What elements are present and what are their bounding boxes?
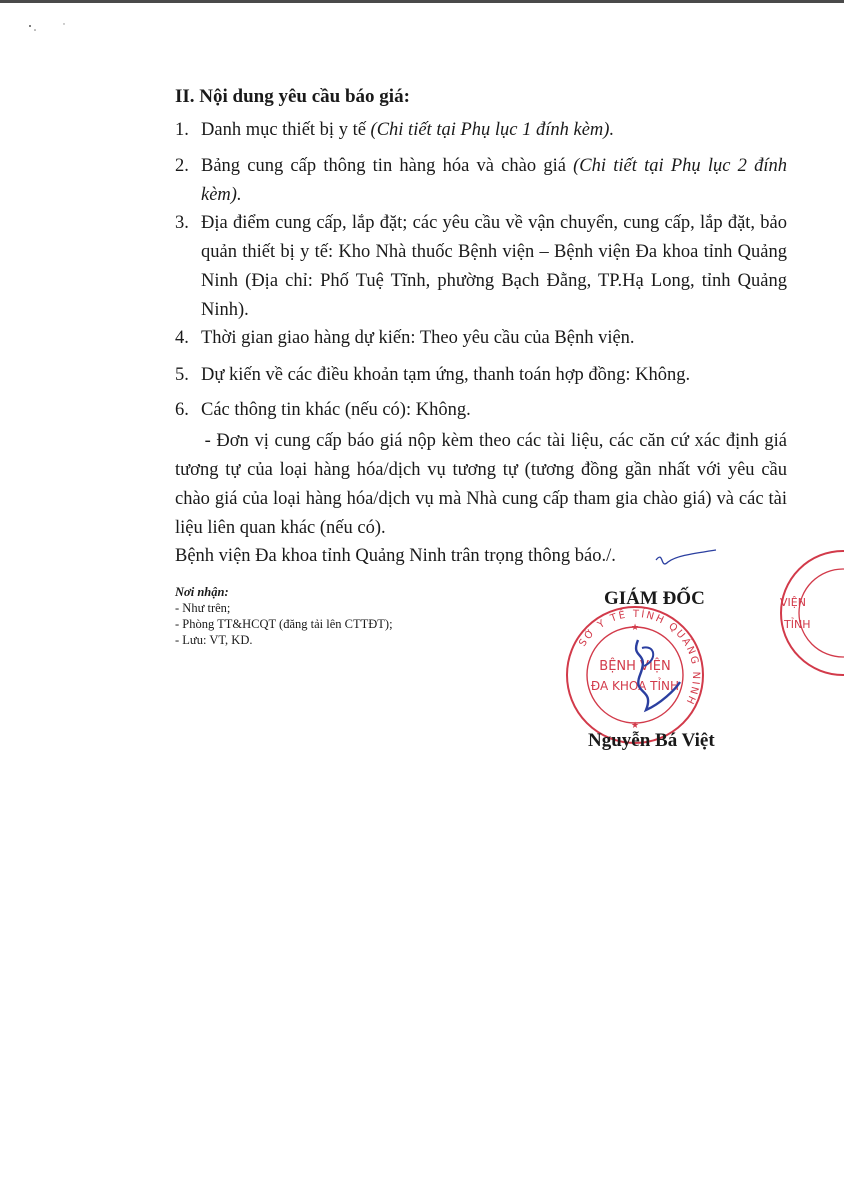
svg-text:★: ★ xyxy=(630,720,640,730)
note-paragraph xyxy=(175,427,787,543)
list-item-plain: Bảng cung cấp thông tin hàng hóa và chào giá xyxy=(201,156,574,176)
list-item-text xyxy=(201,116,787,145)
initial-mark xyxy=(650,548,720,578)
signature-title: GIÁM ĐỐC xyxy=(604,588,705,609)
recipients-block xyxy=(175,584,393,648)
signatory-name: Nguyễn Bá Việt xyxy=(588,730,715,751)
list-item-text: Địa điểm cung cấp, lắp đặt; các yêu cầu về vận chuyển, cung cấp, lắp đặt, bảo quản thiết bị y tế: Kho Nhà thuốc Bệnh viện – Bệnh viện Đa khoa tỉnh Quảng Ninh (Địa chỉ: Phố Tuệ Tĩnh, phường Bạch Đằng, TP.Hạ Long, tỉnh Quảng Ninh). xyxy=(201,213,787,320)
official-stamp xyxy=(560,600,710,750)
scan-specks xyxy=(26,18,76,38)
note-paragraph-text: - Đơn vị cung cấp báo giá nộp kèm theo các tài liệu, các căn cứ xác định giá tương tự của loại hàng hóa/dịch vụ tương tự (tương đồng gần nhất với yêu cầu chào giá của loại hàng hóa/dịch vụ mà Nhà cung cấp tham gia chào giá) và các tài liệu liên quan khác (nếu có). xyxy=(175,431,787,538)
stamp-ring-text: SỞ Y TẾ TỈNH QUẢNG NINH xyxy=(577,608,702,708)
closing-line: Bệnh viện Đa khoa tỉnh Quảng Ninh trân trọng thông báo./. xyxy=(175,546,616,566)
recipient-line: - Phòng TT&HCQT (đăng tải lên CTTĐT); xyxy=(175,617,393,631)
list-item-text: Dự kiến về các điều khoản tạm ứng, thanh toán hợp đồng: Không. xyxy=(201,365,691,385)
list-item-number: 1. xyxy=(175,120,189,140)
recipient-line: - Như trên; xyxy=(175,601,231,615)
recipients-label: Nơi nhận: xyxy=(175,585,229,599)
recipient-line: - Lưu: VT, KD. xyxy=(175,633,253,647)
list-item-italic: (Chi tiết tại Phụ lục 1 đính kèm). xyxy=(370,120,615,140)
svg-text:★: ★ xyxy=(630,622,640,632)
list-item xyxy=(175,324,787,353)
list-item-number: 6. xyxy=(175,400,189,420)
list-item-text: Các thông tin khác (nếu có): Không. xyxy=(201,400,471,420)
list-item-number: 2. xyxy=(175,156,189,176)
partial-stamp-line1: VIỆN xyxy=(780,596,806,609)
stamp-inner-line2: ĐA KHOA TỈNH xyxy=(590,679,680,693)
scan-top-edge xyxy=(0,0,844,3)
list-item xyxy=(175,116,787,145)
list-item-number: 5. xyxy=(175,365,189,385)
stamp-inner-line1: BỆNH VIỆN xyxy=(599,659,671,674)
list-item-plain: Danh mục thiết bị y tế xyxy=(201,120,371,140)
list-item xyxy=(175,361,787,390)
list-item xyxy=(175,152,787,210)
partial-stamp-line2: TỈNH xyxy=(784,618,811,631)
list-item-italic: (Chi tiết tại Phụ lục 2 đính kèm). xyxy=(201,156,788,205)
list-item-text xyxy=(201,152,787,210)
list-item-number: 3. xyxy=(175,213,189,233)
list-item-number: 4. xyxy=(175,328,189,348)
handwritten-signature xyxy=(636,640,680,710)
list-item-text: Thời gian giao hàng dự kiến: Theo yêu cầu của Bệnh viện. xyxy=(201,328,635,348)
partial-stamp xyxy=(758,548,844,678)
list-item xyxy=(175,209,787,325)
section-heading: II. Nội dung yêu cầu báo giá: xyxy=(175,86,410,107)
list-item xyxy=(175,396,787,425)
